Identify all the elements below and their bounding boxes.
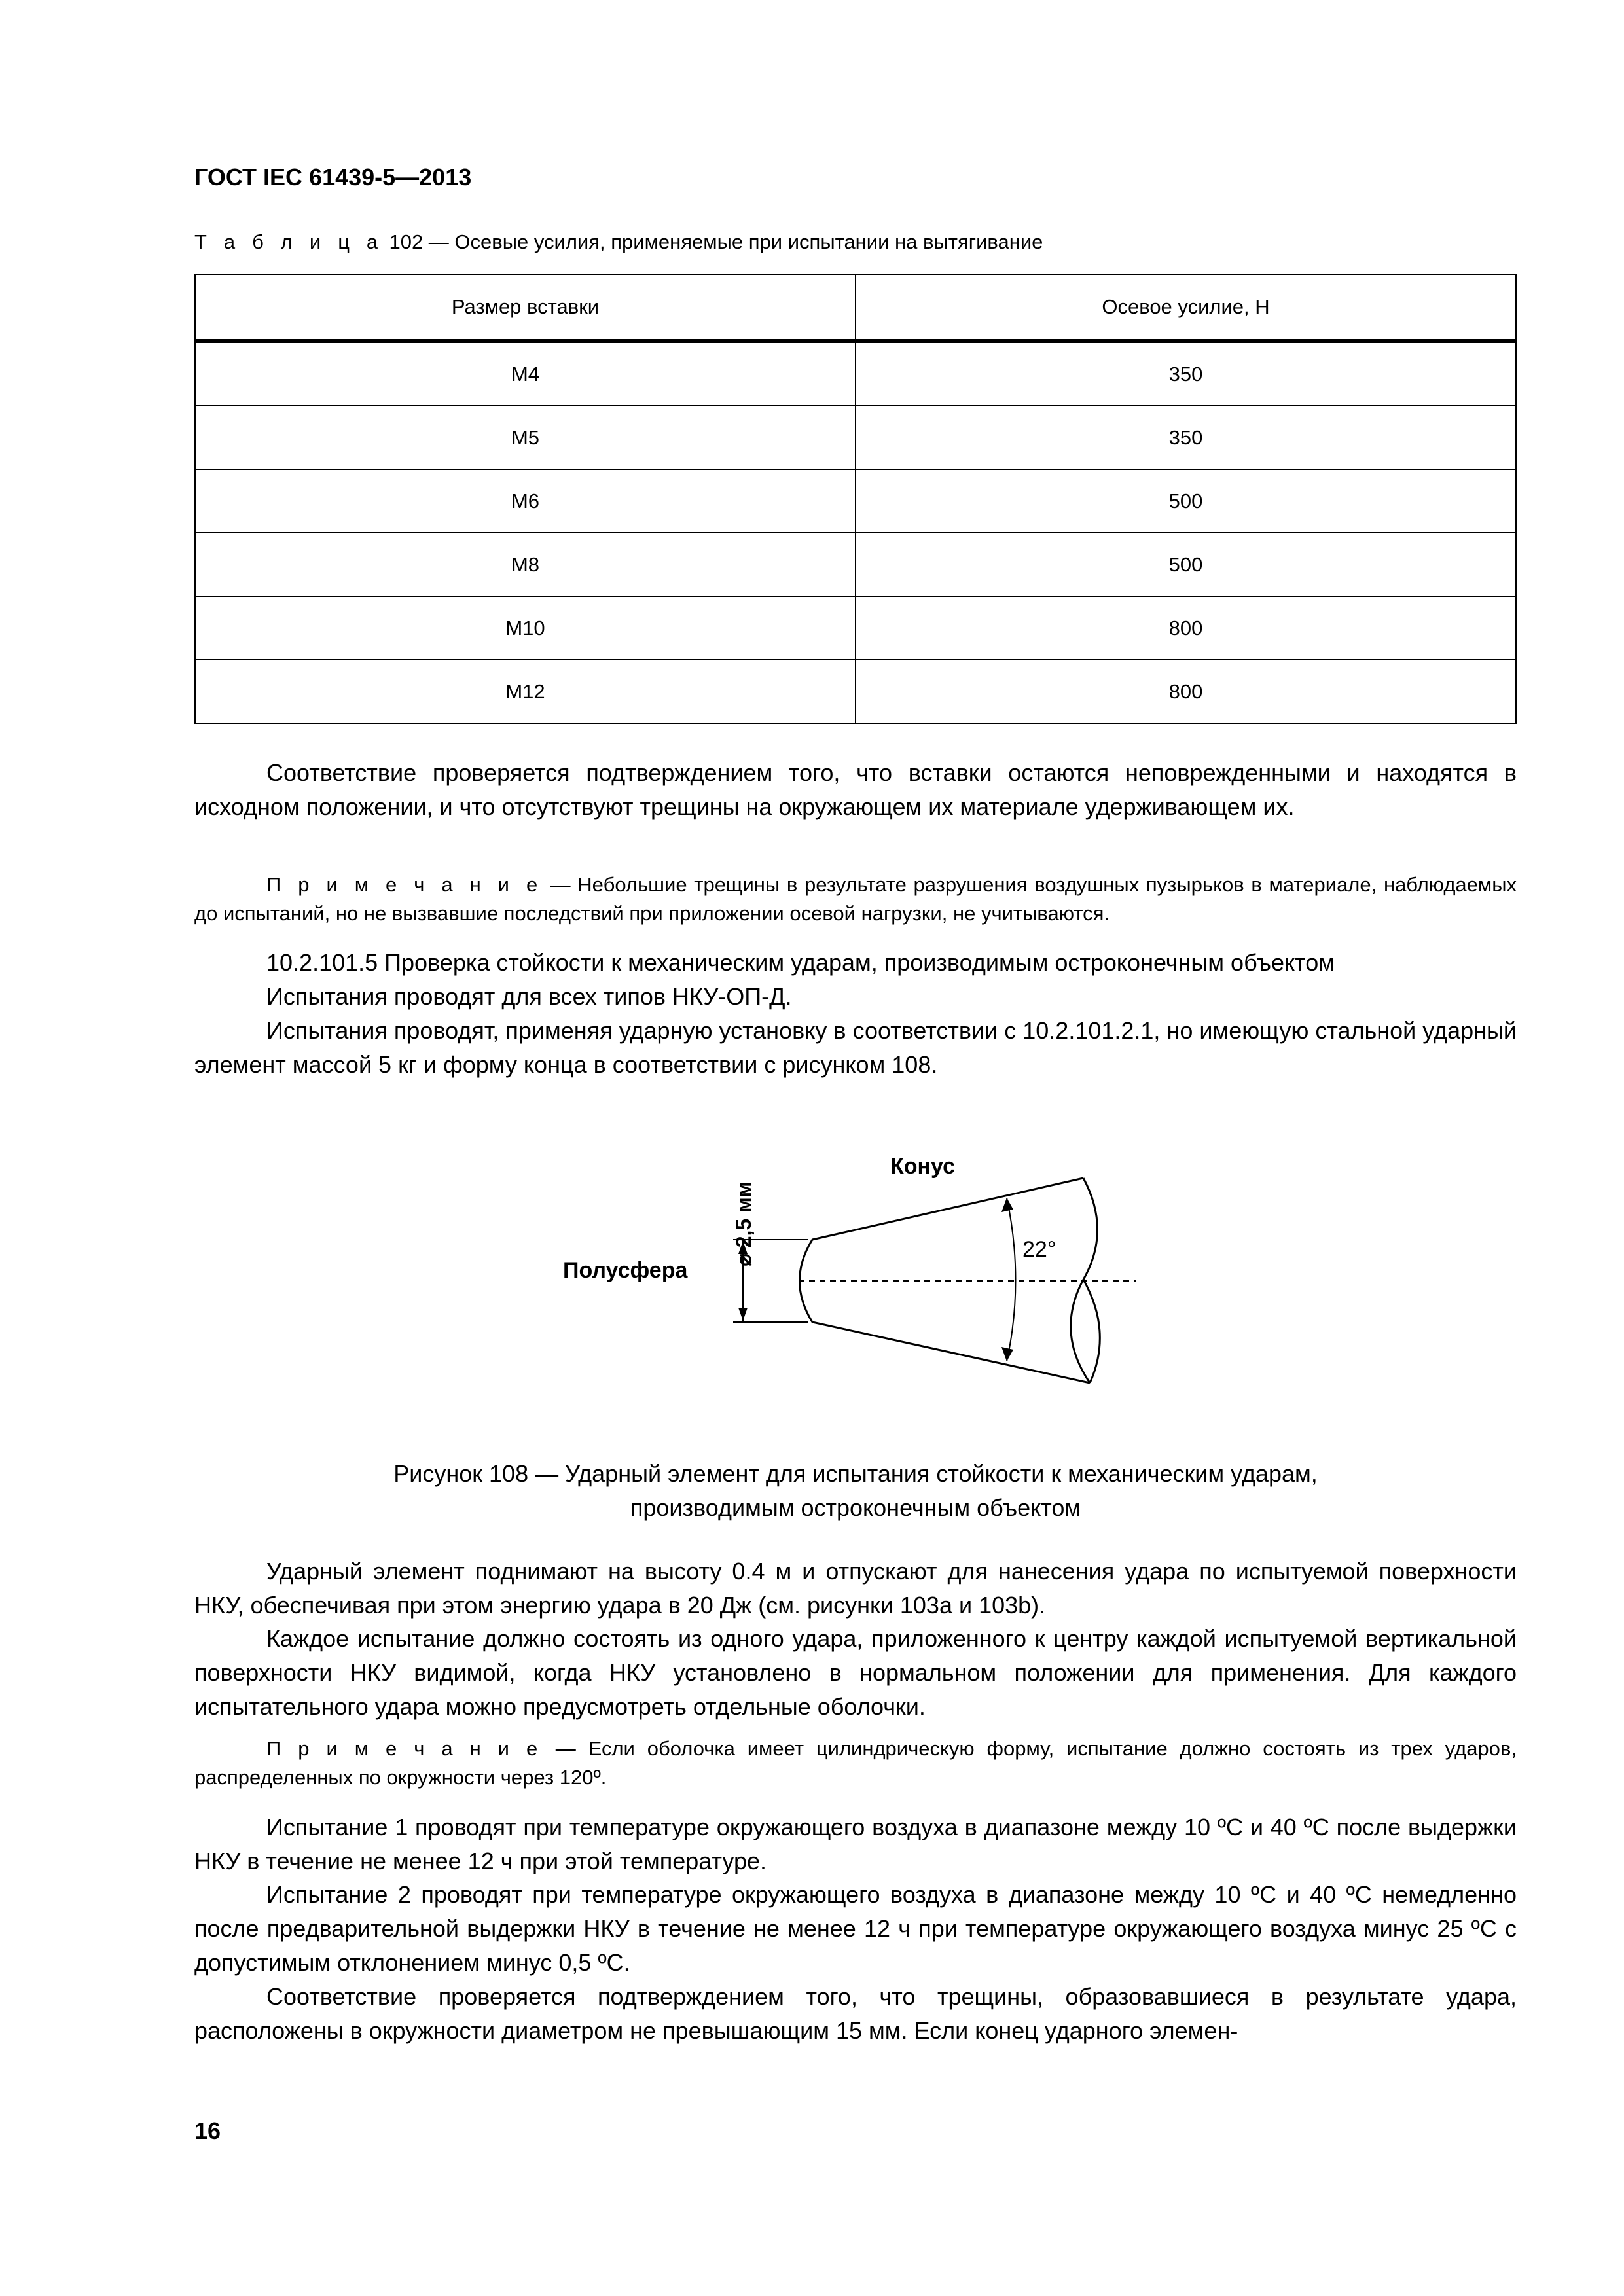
table-caption	[194, 230, 1043, 254]
paragraph-test-apparatus: Испытания проводят, применяя ударную установку в соответствии с 10.2.101.2.1, но имеющую стальной ударный элемент массой 5 кг и форму конца в соответствии с рисунком 108.	[194, 1017, 1517, 1078]
table-cell-force: 800	[856, 660, 1516, 723]
column-header-axial-force: Осевое усилие, Н	[856, 274, 1516, 341]
axial-force-table	[194, 274, 1517, 724]
note-text: — Небольшие трещины в результате разрушения воздушных пузырьков в материале, наблюдаемых до испытаний, но не вызвавшие последствий при приложении осевой нагрузки, не учитываются.	[194, 873, 1517, 925]
paragraph-compliance-inserts: Соответствие проверяется подтверждением того, что вставки остаются неповрежденными и находятся в исходном положении, и что отсутствуют трещины на окружающем их материале удерживающем их.	[194, 759, 1517, 820]
table-cell-size: M6	[195, 469, 856, 533]
table-row	[195, 660, 1516, 723]
paragraph-test-2: Испытание 2 проводят при температуре окружающего воздуха в диапазоне между 10 ºС и 40 ºС немедленно после предварительной выдержки НКУ в течение не менее 12 ч при температуре окружающего воздуха минус 25 ºС с допустимым отклонением минус 0,5 ºС.	[194, 1881, 1517, 1976]
column-header-insert-size: Размер вставки	[195, 274, 856, 341]
table-row	[195, 406, 1516, 469]
diameter-label: ⌀ 2,5 мм	[732, 1181, 755, 1266]
section-heading-10-2-101-5: 10.2.101.5 Проверка стойкости к механическим ударам, производимым остроконечным объектом	[266, 949, 1335, 976]
table-row	[195, 341, 1516, 406]
angle-dimension-arc	[1007, 1198, 1016, 1361]
table-cell-force: 500	[856, 533, 1516, 596]
cone-lower-edge	[812, 1322, 1090, 1383]
paragraph-test-1: Испытание 1 проводят при температуре окружающего воздуха в диапазоне между 10 ºС и 40 ºС после выдержки НКУ в течение не менее 12 ч при этой температуре.	[194, 1814, 1517, 1874]
table-caption-text: 102 — Осевые усилия, применяемые при испытании на вытягивание	[383, 230, 1043, 253]
impact-element-drawing	[537, 1106, 1165, 1414]
note-air-bubbles	[194, 870, 1517, 928]
note-cylindrical	[194, 1734, 1517, 1792]
paragraph-impact-height: Ударный элемент поднимают на высоту 0.4 м и отпускают для нанесения удара по испытуемой поверхности НКУ, обеспечивая при этом энергию удара в 20 Дж (см. рисунки 103а и 103b).	[194, 1558, 1517, 1619]
angle-label: 22°	[1022, 1237, 1056, 1262]
paragraph-test-scope: Испытания проводят для всех типов НКУ-ОП-Д.	[266, 983, 792, 1010]
table-cell-size: M12	[195, 660, 856, 723]
table-row	[195, 596, 1516, 660]
table-cell-force: 350	[856, 341, 1516, 406]
table-row	[195, 469, 1516, 533]
table-cell-force: 500	[856, 469, 1516, 533]
cone-label: Конус	[890, 1154, 956, 1179]
note-text: — Если оболочка имеет цилиндрическую форму, испытание должно состоять из трех ударов, распределенных по окружности через 120º.	[194, 1737, 1517, 1789]
table-header-row	[195, 274, 1516, 341]
table-cell-size: M5	[195, 406, 856, 469]
note-label: П р и м е ч а н и е	[266, 1737, 543, 1760]
diameter-arrow-bottom	[738, 1308, 748, 1321]
paragraph-compliance-cracks: Соответствие проверяется подтверждением того, что трещины, образовавшиеся в результате удара, расположены в окружности диаметром не превышающим 15 мм. Если конец ударного элемен-	[194, 1983, 1517, 2044]
table-caption-label: Т а б л и ц а	[194, 230, 384, 253]
hemisphere-label: Полусфера	[563, 1258, 688, 1283]
table-cell-force: 800	[856, 596, 1516, 660]
figure-caption-line2: производимым остроконечным объектом	[630, 1494, 1081, 1521]
page-number: 16	[194, 2117, 221, 2144]
figure-caption	[194, 1457, 1517, 1525]
table-row	[195, 533, 1516, 596]
table-cell-size: M8	[195, 533, 856, 596]
angle-arrow-bottom	[1001, 1347, 1013, 1361]
table-cell-force: 350	[856, 406, 1516, 469]
angle-arrow-top	[1001, 1198, 1013, 1212]
document-header: ГОСТ IEC 61439-5—2013	[194, 164, 472, 190]
cone-base-right	[1083, 1280, 1100, 1383]
cone-upper-edge	[812, 1178, 1083, 1240]
table-cell-size: M4	[195, 341, 856, 406]
note-label: П р и м е ч а н и е	[266, 873, 543, 896]
table-cell-size: M10	[195, 596, 856, 660]
paragraph-impact-count: Каждое испытание должно состоять из одного удара, приложенного к центру каждой испытуемой вертикальной поверхности НКУ видимой, когда НКУ установлено в нормальном положении для применения. Для каждого испытательного удара можно предусмотреть отдельные оболочки.	[194, 1625, 1517, 1720]
figure-caption-line1: Рисунок 108 — Ударный элемент для испытания стойкости к механическим ударам,	[393, 1460, 1318, 1487]
